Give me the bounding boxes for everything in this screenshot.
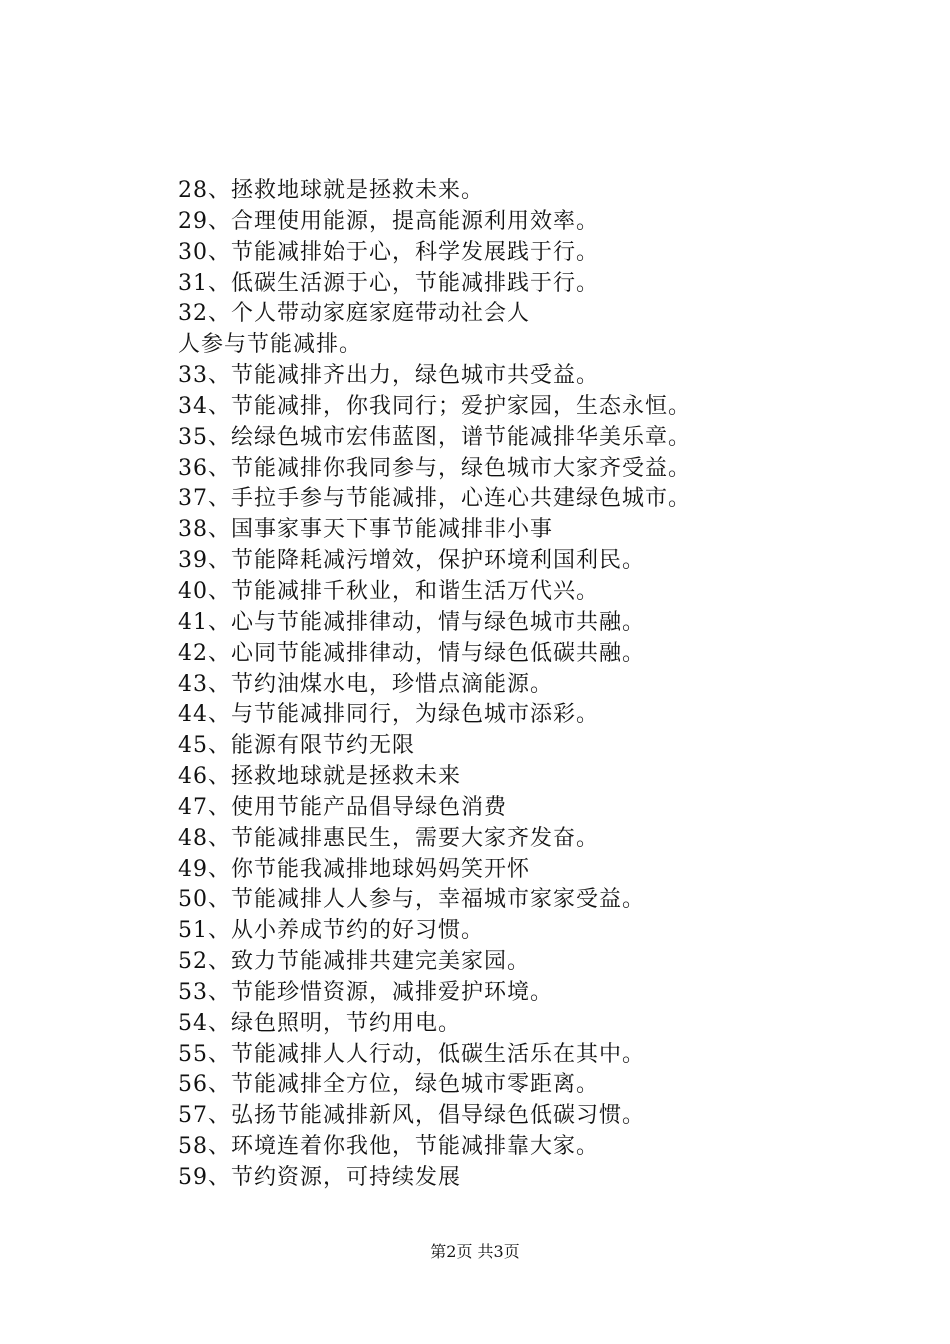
slogan-line: 人参与节能减排。 xyxy=(178,332,363,358)
slogan-line: 30、节能减排始于心，科学发展践于行。 xyxy=(178,239,599,265)
slogan-line: 33、节能减排齐出力，绿色城市共受益。 xyxy=(178,363,599,389)
slogan-line: 58、环境连着你我他，节能减排靠大家。 xyxy=(178,1134,599,1160)
slogan-line: 49、你节能我减排地球妈妈笑开怀 xyxy=(178,856,530,882)
slogan-line: 46、拯救地球就是拯救未来 xyxy=(178,764,461,790)
slogan-line: 29、合理使用能源，提高能源利用效率。 xyxy=(178,208,599,234)
slogan-line: 31、低碳生活源于心，节能减排践于行。 xyxy=(178,270,599,296)
slogan-line: 44、与节能减排同行，为绿色城市添彩。 xyxy=(178,702,599,728)
slogan-line: 39、节能降耗减污增效，保护环境利国利民。 xyxy=(178,548,645,574)
slogan-line: 28、拯救地球就是拯救未来。 xyxy=(178,178,484,203)
slogan-line: 54、绿色照明，节约用电。 xyxy=(178,1010,461,1036)
slogan-line: 32、个人带动家庭家庭带动社会人 xyxy=(178,301,530,327)
slogan-line: 56、节能减排全方位，绿色城市零距离。 xyxy=(178,1072,599,1098)
slogan-line: 37、手拉手参与节能减排，心连心共建绿色城市。 xyxy=(178,486,691,512)
slogan-line: 51、从小养成节约的好习惯。 xyxy=(178,918,484,944)
slogan-line: 35、绘绿色城市宏伟蓝图，谱节能减排华美乐章。 xyxy=(178,424,691,450)
slogan-list xyxy=(178,176,878,1194)
slogan-line: 53、节能珍惜资源，减排爱护环境。 xyxy=(178,979,553,1005)
slogan-line: 50、节能减排人人参与，幸福城市家家受益。 xyxy=(178,887,645,913)
slogan-line: 36、节能减排你我同参与，绿色城市大家齐受益。 xyxy=(178,455,691,481)
slogan-line: 38、国事家事天下事节能减排非小事 xyxy=(178,517,553,543)
slogan-line: 42、心同节能减排律动，情与绿色低碳共融。 xyxy=(178,640,645,666)
slogan-line: 45、能源有限节约无限 xyxy=(178,733,415,759)
slogan-line: 48、节能减排惠民生，需要大家齐发奋。 xyxy=(178,825,599,851)
slogan-line: 59、节约资源，可持续发展 xyxy=(178,1165,461,1190)
slogan-line: 55、节能减排人人行动，低碳生活乐在其中。 xyxy=(178,1041,645,1067)
slogan-line: 52、致力节能减排共建完美家园。 xyxy=(178,949,530,975)
slogan-line: 34、节能减排，你我同行；爱护家园，生态永恒。 xyxy=(178,393,691,419)
slogan-line: 47、使用节能产品倡导绿色消费 xyxy=(178,794,507,820)
slogan-line: 57、弘扬节能减排新风，倡导绿色低碳习惯。 xyxy=(178,1103,645,1129)
slogan-line: 43、节约油煤水电，珍惜点滴能源。 xyxy=(178,671,553,697)
slogan-line: 41、心与节能减排律动，情与绿色城市共融。 xyxy=(178,609,645,635)
slogan-line: 40、节能减排千秋业，和谐生活万代兴。 xyxy=(178,578,599,604)
page-footer: 第2页 共3页 xyxy=(430,1242,520,1261)
